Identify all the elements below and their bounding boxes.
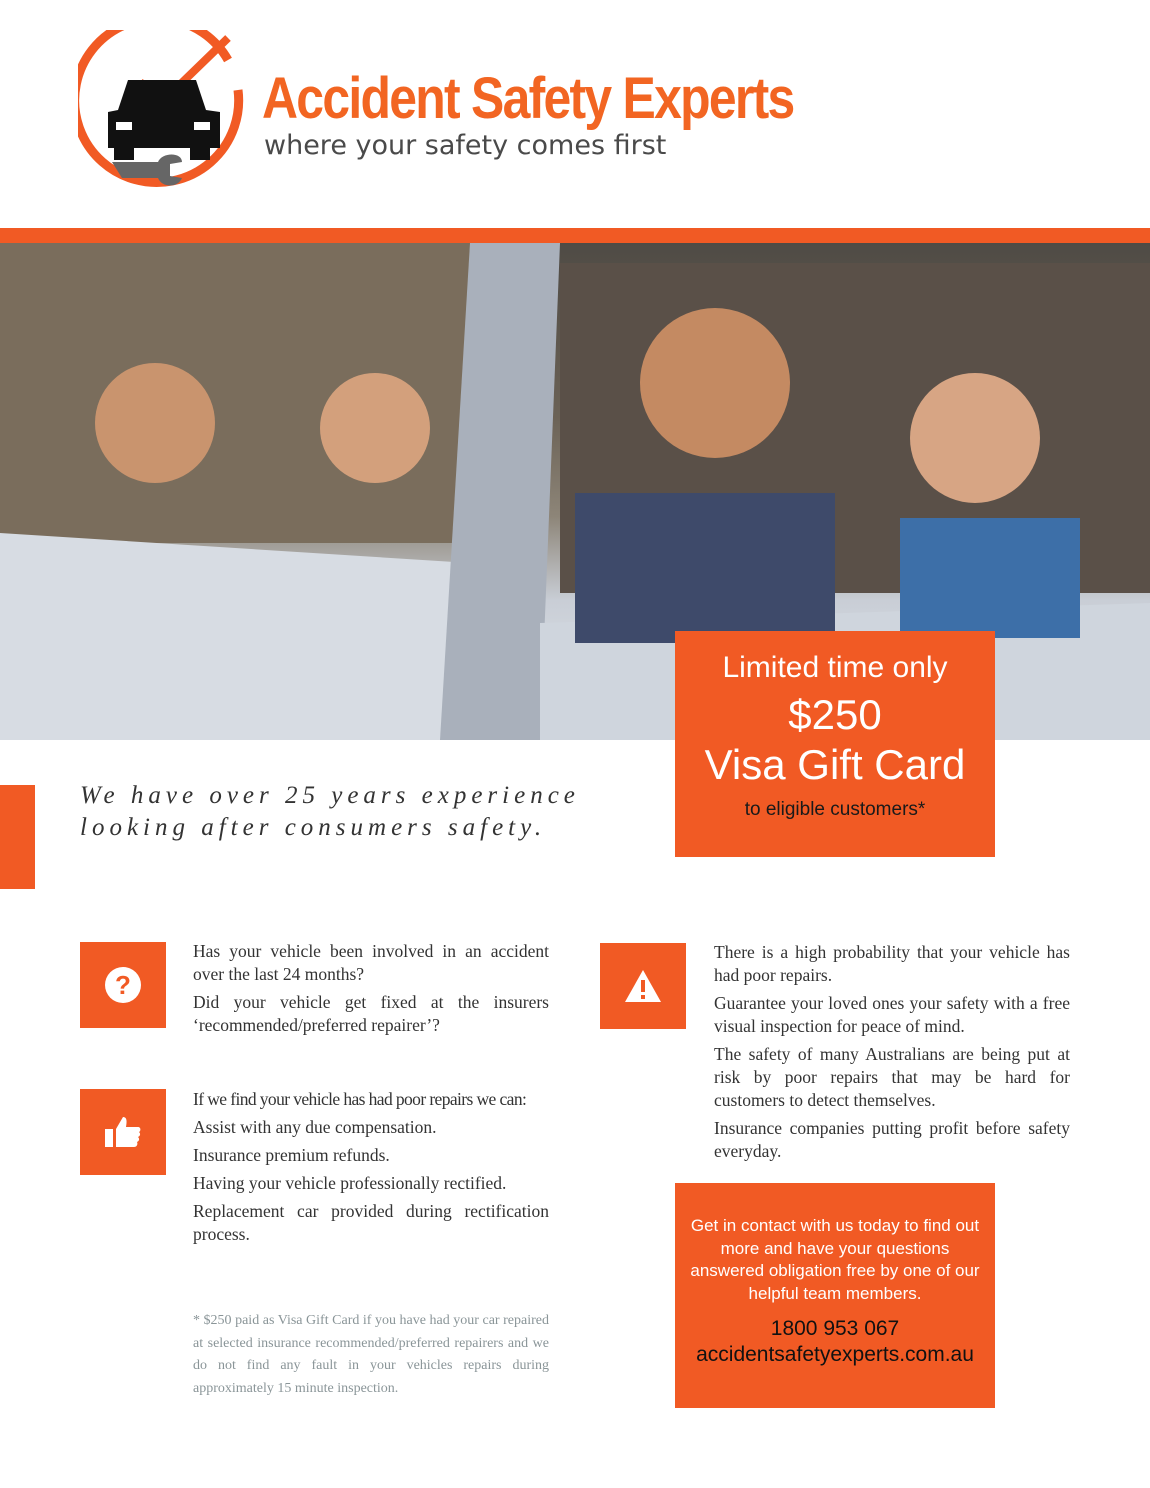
accent-bar <box>0 785 35 889</box>
repair-benefits <box>193 1088 549 1251</box>
brand-slogan: where your safety comes first <box>264 130 667 161</box>
contact-box <box>675 1183 995 1408</box>
thumbs-up-icon <box>105 1115 141 1149</box>
paragraph: There is a high probability that your vehicle has had poor repairs. <box>714 942 1070 985</box>
offer-amount: $250 <box>788 691 882 738</box>
offer-product: Visa Gift Card <box>704 741 966 788</box>
paragraph: If we find your vehicle has had poor repairs we can: <box>193 1089 527 1109</box>
footnote: * $250 paid as Visa Gift Card if you have had your car repaired at selected insurance recommended/preferred repairers and we do not find any fault in your vehicles repairs during approximately 15 minute inspection. <box>193 1313 549 1396</box>
accident-questions <box>193 940 549 1042</box>
question-icon-box <box>80 942 166 1028</box>
tagline-line-2: looking after consumers safety. <box>80 814 547 841</box>
logo-car-icon <box>78 30 254 208</box>
contact-phone[interactable]: 1800 953 067 <box>770 1317 900 1340</box>
paragraph: The safety of many Australians are being put at risk by poor repairs that may be hard for customers to detect themselves. <box>714 1044 1070 1110</box>
svg-text:?: ? <box>115 970 131 1000</box>
paragraph: Has your vehicle been involved in an accident over the last 24 months? <box>193 941 549 984</box>
poor-repairs-info <box>714 941 1070 1168</box>
brand-name: Accident Safety Experts <box>262 66 794 131</box>
gift-card-offer-box <box>675 631 995 857</box>
warning-icon <box>623 968 663 1004</box>
paragraph: Having your vehicle professionally rectified. <box>193 1173 507 1193</box>
paragraph: Insurance companies putting profit before safety everyday. <box>714 1118 1070 1161</box>
tagline-line-1: We have over 25 years experience <box>80 782 580 809</box>
thumbs-up-icon-box <box>80 1089 166 1175</box>
paragraph: Guarantee your loved ones your safety with a free visual inspection for peace of mind. <box>714 993 1070 1036</box>
warning-icon-box <box>600 943 686 1029</box>
contact-message: Get in contact with us today to find out more and have your questions answered obligation free by one of our helpful team members. <box>690 1216 980 1303</box>
offer-note: to eligible customers* <box>744 799 926 820</box>
paragraph: Insurance premium refunds. <box>193 1145 390 1165</box>
header-divider-band <box>0 228 1150 243</box>
paragraph: Replacement car provided during rectification process. <box>193 1201 549 1244</box>
question-icon <box>104 966 142 1004</box>
offer-headline: Limited time only <box>722 651 948 684</box>
paragraph: Did your vehicle get fixed at the insurers ‘recommended/preferred repairer’? <box>193 992 549 1035</box>
contact-website[interactable]: accidentsafetyexperts.com.au <box>696 1343 974 1366</box>
paragraph: Assist with any due compensation. <box>193 1117 437 1137</box>
